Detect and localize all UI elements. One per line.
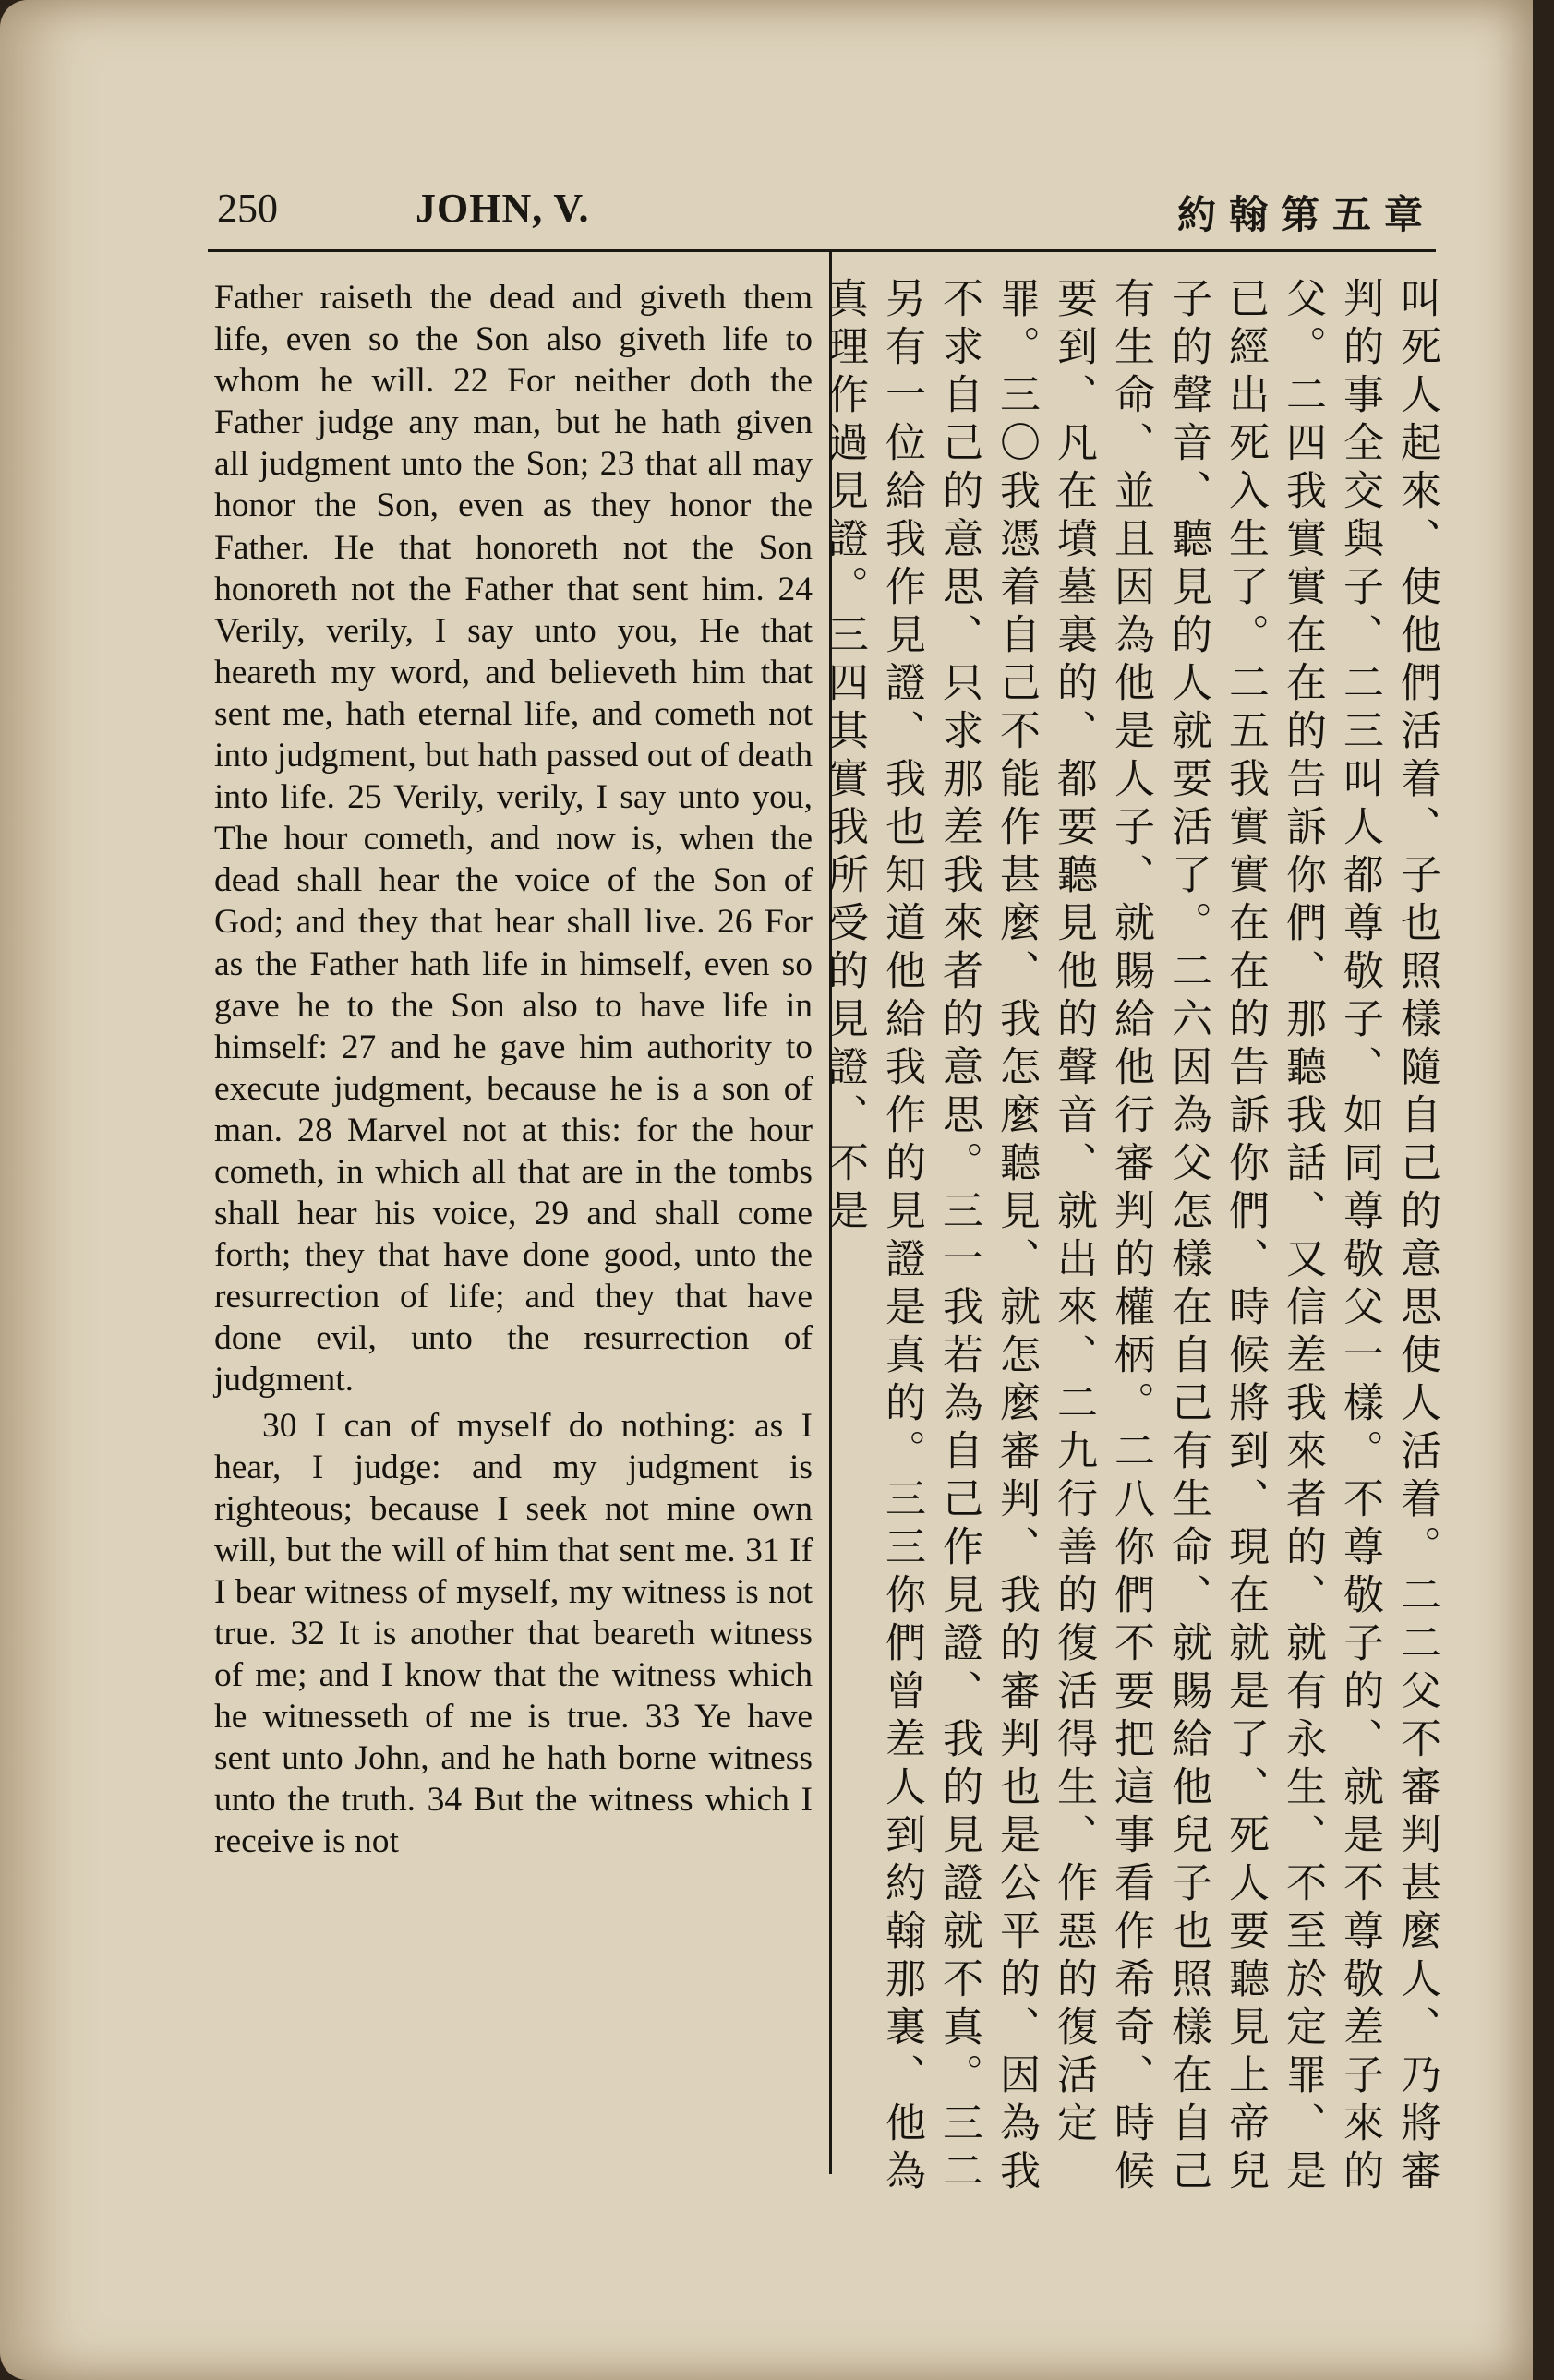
page-number: 250 (217, 186, 278, 231)
header-rule (208, 249, 1436, 252)
chinese-running-title: 約翰第五章 (1176, 192, 1436, 237)
english-column (214, 277, 813, 1863)
page-header (217, 185, 1436, 240)
chinese-column: 叫死人起來、使他們活着、子也照樣隨自己的意思使人活着。二二父不審判甚麼人、乃將審判的事全交與子、二三叫人都尊敬子、如同尊敬父一樣。不尊敬子的、就是不尊敬差子來的父。二四我實實在在的告訴你們、那聽我話、又信差我來者的、就有永生、不至於定罪、是已經出死入生了。二五我實實在在的告訴你們、時候將到、現在就是了、死人要聽見上帝兒子的聲音、聽見的人就要活了。二六因為父怎樣在自己有生命、就賜給他兒子也照樣在自己有生命、並且因為他是人子、就賜給他行審判的權柄。二八你們不要把這事看作希奇、時候要到、凡在墳墓裏的、都要聽見他的聲音、就出來、二九行善的復活得生、作惡的復活定罪。三〇我憑着自己不能作甚麼、我怎麼聽見、就怎麼審判、我的審判也是公平的、因為我不求自己的意思、只求那差我來者的意思。三一我若為自己作見證、我的見證就不真。三二另有一位給我作見證、我也知道他給我作的見證是真的。三三你們曾差人到約翰那裏、他為真理作過見證。三四其實我所受的見證、不是 (821, 277, 1440, 2197)
running-title: JOHN, V. (416, 186, 590, 231)
english-paragraph-2: 30 I can of myself do nothing: as I hear, I judge: and my judgment is righteous; because I seek not mine own will, but the will of him that sent me. 31 If I bear witness of myself, my witness is not true. 32 It is another that beareth witness of me; and I know that the witness which he witnesseth of me is true. 33 Ye have sent unto John, and he hath borne witness unto the truth. 34 But the witness which I receive is not (214, 1406, 813, 1861)
english-paragraph-1: Father raiseth the dead and giveth them life, even so the Son also giveth life to whom he will. 22 For neither doth the Father judge any man, but he hath given all judgment unto the Son; 23 that all may honor the Son, even as they honor the Father. He that honoreth not the Son honoreth not the Father that sent him. 24 Verily, verily, I say unto you, He that heareth my word, and believeth him that sent me, hath eternal life, and cometh not into judgment, but hath passed out of death into life. 25 Verily, verily, I say unto you, The hour cometh, and now is, when the dead shall hear the voice of the Son of God; and they that hear shall live. 26 For as the Father hath life in himself, even so gave he to the Son also to have life in himself: 27 and he gave him authority to execute judgment, because he is a son of man. 28 Marvel not at this: for the hour cometh, in which all that are in the tombs shall hear his voice, 29 and shall come forth; they that have done good, unto the resurrection of life; and they that have done evil, unto the resurrection of judgment. (214, 279, 813, 1400)
